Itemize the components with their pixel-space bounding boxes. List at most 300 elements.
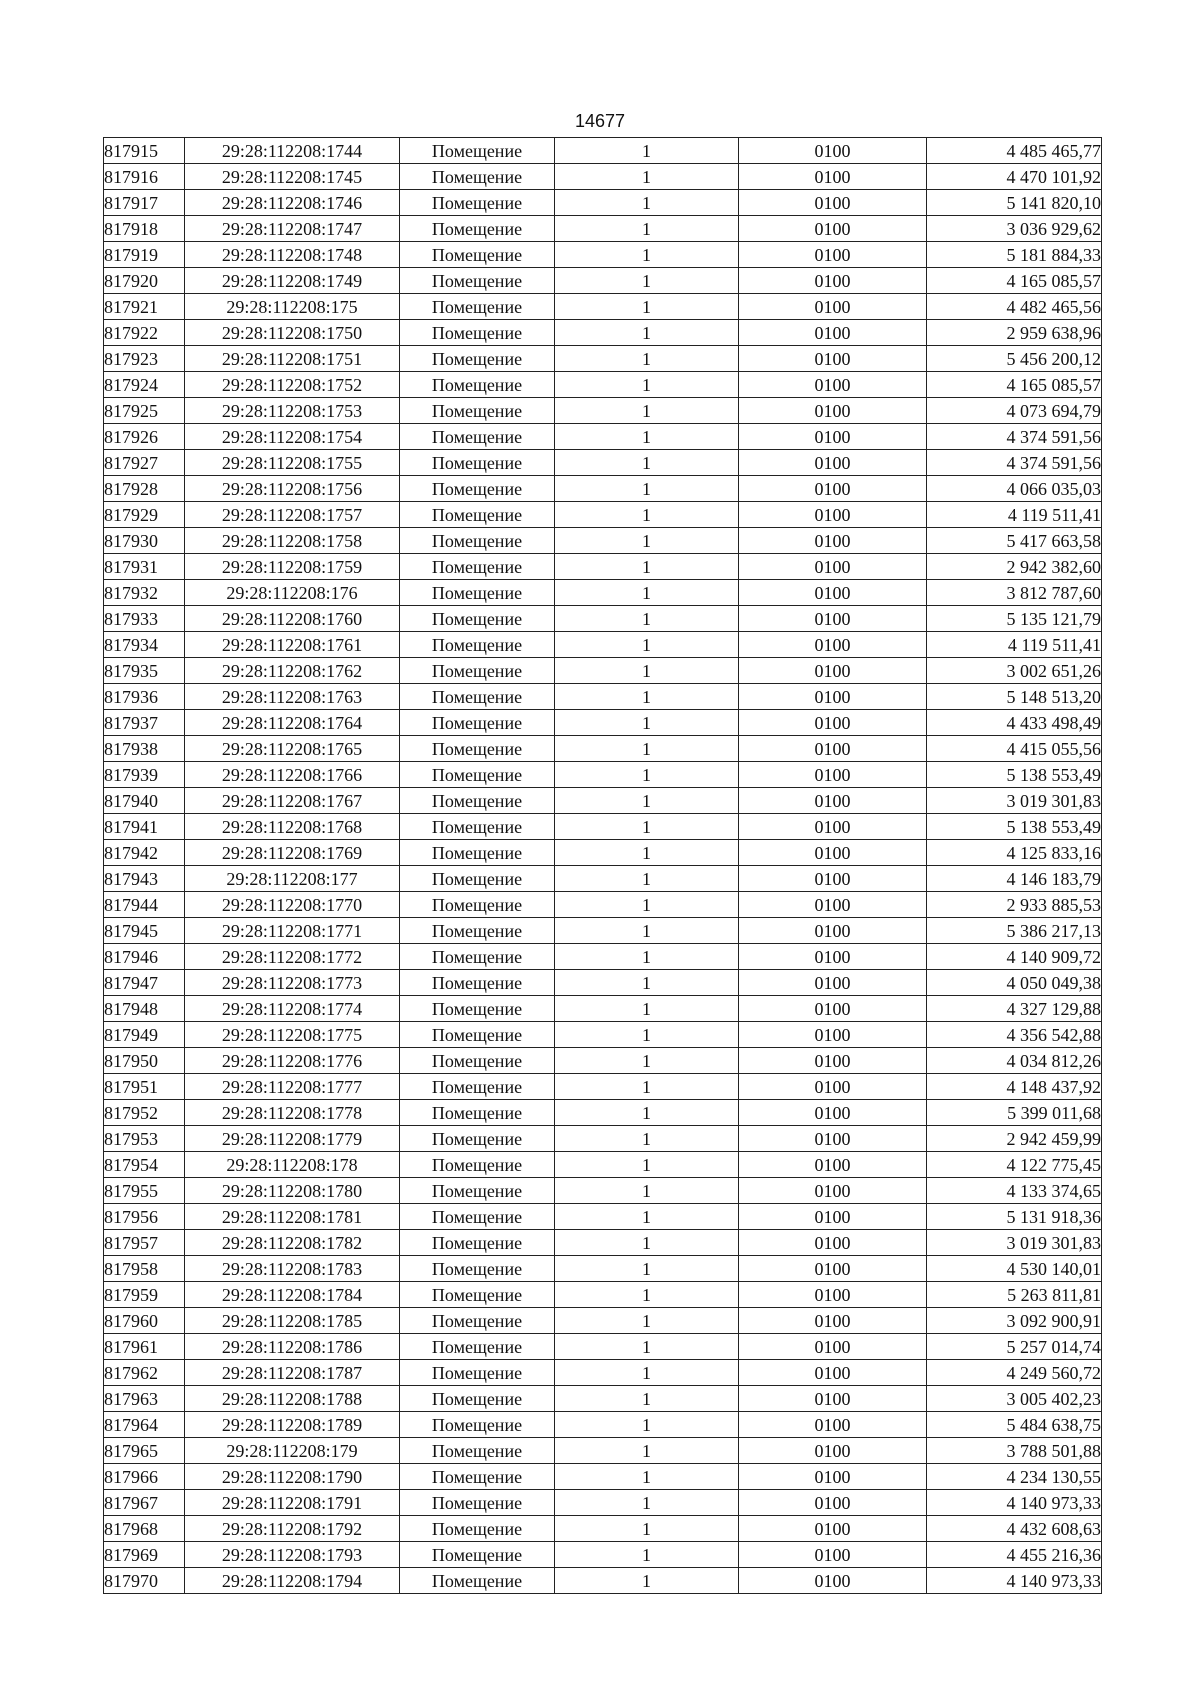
- object-type-cell: Помещение: [400, 502, 555, 528]
- count-cell: 1: [555, 840, 739, 866]
- count-cell: 1: [555, 1360, 739, 1386]
- table-row: [104, 1516, 1102, 1542]
- cadastral-value-cell: 2 959 638,96: [927, 320, 1102, 346]
- cadastral-number-cell: 29:28:112208:1745: [185, 164, 400, 190]
- count-cell: 1: [555, 502, 739, 528]
- record-number-cell: 817969: [104, 1542, 185, 1568]
- table-row: [104, 294, 1102, 320]
- count-cell: 1: [555, 918, 739, 944]
- table-row: [104, 528, 1102, 554]
- cadastral-value-cell: 3 002 651,26: [927, 658, 1102, 684]
- object-type-cell: Помещение: [400, 528, 555, 554]
- code-cell: 0100: [739, 1386, 927, 1412]
- cadastral-number-cell: 29:28:112208:1748: [185, 242, 400, 268]
- object-type-cell: Помещение: [400, 1438, 555, 1464]
- cadastral-value-cell: 4 234 130,55: [927, 1464, 1102, 1490]
- record-number-cell: 817933: [104, 606, 185, 632]
- record-number-cell: 817916: [104, 164, 185, 190]
- code-cell: 0100: [739, 554, 927, 580]
- table-row: [104, 1490, 1102, 1516]
- cadastral-value-cell: 4 415 055,56: [927, 736, 1102, 762]
- table-row: [104, 554, 1102, 580]
- cadastral-value-cell: 4 374 591,56: [927, 450, 1102, 476]
- record-number-cell: 817926: [104, 424, 185, 450]
- count-cell: 1: [555, 1256, 739, 1282]
- record-number-cell: 817940: [104, 788, 185, 814]
- cadastral-number-cell: 29:28:112208:1786: [185, 1334, 400, 1360]
- record-number-cell: 817924: [104, 372, 185, 398]
- cadastral-number-cell: 29:28:112208:1764: [185, 710, 400, 736]
- record-number-cell: 817944: [104, 892, 185, 918]
- table-row: [104, 1412, 1102, 1438]
- cadastral-number-cell: 29:28:112208:1772: [185, 944, 400, 970]
- cadastral-number-cell: 29:28:112208:1758: [185, 528, 400, 554]
- code-cell: 0100: [739, 632, 927, 658]
- object-type-cell: Помещение: [400, 398, 555, 424]
- record-number-cell: 817962: [104, 1360, 185, 1386]
- code-cell: 0100: [739, 1568, 927, 1594]
- table-row: [104, 1282, 1102, 1308]
- code-cell: 0100: [739, 320, 927, 346]
- cadastral-value-cell: 3 092 900,91: [927, 1308, 1102, 1334]
- count-cell: 1: [555, 1048, 739, 1074]
- code-cell: 0100: [739, 840, 927, 866]
- object-type-cell: Помещение: [400, 1230, 555, 1256]
- record-number-cell: 817942: [104, 840, 185, 866]
- table-row: [104, 762, 1102, 788]
- record-number-cell: 817946: [104, 944, 185, 970]
- cadastral-value-cell: 3 788 501,88: [927, 1438, 1102, 1464]
- table-row: [104, 502, 1102, 528]
- cadastral-number-cell: 29:28:112208:177: [185, 866, 400, 892]
- cadastral-number-cell: 29:28:112208:1783: [185, 1256, 400, 1282]
- cadastral-number-cell: 29:28:112208:1790: [185, 1464, 400, 1490]
- object-type-cell: Помещение: [400, 1152, 555, 1178]
- cadastral-value-cell: 4 133 374,65: [927, 1178, 1102, 1204]
- cadastral-value-cell: 4 433 498,49: [927, 710, 1102, 736]
- count-cell: 1: [555, 710, 739, 736]
- code-cell: 0100: [739, 866, 927, 892]
- count-cell: 1: [555, 1334, 739, 1360]
- object-type-cell: Помещение: [400, 1464, 555, 1490]
- cadastral-number-cell: 29:28:112208:1777: [185, 1074, 400, 1100]
- record-number-cell: 817920: [104, 268, 185, 294]
- cadastral-number-cell: 29:28:112208:1769: [185, 840, 400, 866]
- record-number-cell: 817930: [104, 528, 185, 554]
- object-type-cell: Помещение: [400, 606, 555, 632]
- code-cell: 0100: [739, 1334, 927, 1360]
- count-cell: 1: [555, 450, 739, 476]
- table-row: [104, 424, 1102, 450]
- cadastral-number-cell: 29:28:112208:1794: [185, 1568, 400, 1594]
- code-cell: 0100: [739, 918, 927, 944]
- table-row: [104, 918, 1102, 944]
- object-type-cell: Помещение: [400, 788, 555, 814]
- count-cell: 1: [555, 294, 739, 320]
- count-cell: 1: [555, 580, 739, 606]
- table-row: [104, 580, 1102, 606]
- object-type-cell: Помещение: [400, 1178, 555, 1204]
- cadastral-number-cell: 29:28:112208:1759: [185, 554, 400, 580]
- record-number-cell: 817957: [104, 1230, 185, 1256]
- code-cell: 0100: [739, 424, 927, 450]
- cadastral-value-cell: 5 263 811,81: [927, 1282, 1102, 1308]
- cadastral-number-cell: 29:28:112208:176: [185, 580, 400, 606]
- cadastral-value-cell: 4 327 129,88: [927, 996, 1102, 1022]
- count-cell: 1: [555, 814, 739, 840]
- count-cell: 1: [555, 1230, 739, 1256]
- cadastral-value-cell: 2 942 459,99: [927, 1126, 1102, 1152]
- object-type-cell: Помещение: [400, 190, 555, 216]
- cadastral-value-cell: 3 036 929,62: [927, 216, 1102, 242]
- table-row: [104, 944, 1102, 970]
- table-row: [104, 684, 1102, 710]
- cadastral-value-cell: 5 138 553,49: [927, 814, 1102, 840]
- code-cell: 0100: [739, 684, 927, 710]
- code-cell: 0100: [739, 788, 927, 814]
- cadastral-value-cell: 4 140 909,72: [927, 944, 1102, 970]
- cadastral-number-cell: 29:28:112208:1754: [185, 424, 400, 450]
- object-type-cell: Помещение: [400, 1022, 555, 1048]
- object-type-cell: Помещение: [400, 840, 555, 866]
- object-type-cell: Помещение: [400, 866, 555, 892]
- object-type-cell: Помещение: [400, 1568, 555, 1594]
- object-type-cell: Помещение: [400, 658, 555, 684]
- table-row: [104, 1152, 1102, 1178]
- record-number-cell: 817966: [104, 1464, 185, 1490]
- count-cell: 1: [555, 944, 739, 970]
- count-cell: 1: [555, 528, 739, 554]
- object-type-cell: Помещение: [400, 1516, 555, 1542]
- count-cell: 1: [555, 1022, 739, 1048]
- cadastral-value-cell: 4 165 085,57: [927, 372, 1102, 398]
- code-cell: 0100: [739, 476, 927, 502]
- cadastral-value-cell: 4 073 694,79: [927, 398, 1102, 424]
- count-cell: 1: [555, 1152, 739, 1178]
- cadastral-value-cell: 4 148 437,92: [927, 1074, 1102, 1100]
- record-number-cell: 817918: [104, 216, 185, 242]
- code-cell: 0100: [739, 216, 927, 242]
- count-cell: 1: [555, 1178, 739, 1204]
- cadastral-number-cell: 29:28:112208:1765: [185, 736, 400, 762]
- cadastral-value-cell: 2 933 885,53: [927, 892, 1102, 918]
- count-cell: 1: [555, 632, 739, 658]
- object-type-cell: Помещение: [400, 762, 555, 788]
- cadastral-value-cell: 4 122 775,45: [927, 1152, 1102, 1178]
- table-row: [104, 216, 1102, 242]
- cadastral-number-cell: 29:28:112208:1780: [185, 1178, 400, 1204]
- cadastral-value-cell: 2 942 382,60: [927, 554, 1102, 580]
- cadastral-value-cell: 5 148 513,20: [927, 684, 1102, 710]
- count-cell: 1: [555, 1464, 739, 1490]
- object-type-cell: Помещение: [400, 918, 555, 944]
- count-cell: 1: [555, 1308, 739, 1334]
- table-row: [104, 814, 1102, 840]
- table-row: [104, 1074, 1102, 1100]
- object-type-cell: Помещение: [400, 1386, 555, 1412]
- count-cell: 1: [555, 346, 739, 372]
- cadastral-number-cell: 29:28:112208:1785: [185, 1308, 400, 1334]
- cadastral-number-cell: 29:28:112208:1771: [185, 918, 400, 944]
- count-cell: 1: [555, 762, 739, 788]
- count-cell: 1: [555, 1386, 739, 1412]
- count-cell: 1: [555, 268, 739, 294]
- cadastral-value-cell: 5 135 121,79: [927, 606, 1102, 632]
- cadastral-number-cell: 29:28:112208:1791: [185, 1490, 400, 1516]
- table-row: [104, 1204, 1102, 1230]
- table-row: [104, 658, 1102, 684]
- cadastral-value-cell: 4 125 833,16: [927, 840, 1102, 866]
- cadastral-number-cell: 29:28:112208:1761: [185, 632, 400, 658]
- table-row: [104, 866, 1102, 892]
- cadastral-number-cell: 29:28:112208:1744: [185, 138, 400, 164]
- cadastral-value-cell: 4 119 511,41: [927, 632, 1102, 658]
- table-row: [104, 450, 1102, 476]
- record-number-cell: 817928: [104, 476, 185, 502]
- count-cell: 1: [555, 788, 739, 814]
- count-cell: 1: [555, 1074, 739, 1100]
- table-row: [104, 268, 1102, 294]
- cadastral-value-cell: 3 019 301,83: [927, 1230, 1102, 1256]
- count-cell: 1: [555, 736, 739, 762]
- code-cell: 0100: [739, 944, 927, 970]
- count-cell: 1: [555, 476, 739, 502]
- object-type-cell: Помещение: [400, 1360, 555, 1386]
- code-cell: 0100: [739, 528, 927, 554]
- count-cell: 1: [555, 320, 739, 346]
- object-type-cell: Помещение: [400, 164, 555, 190]
- table-row: [104, 970, 1102, 996]
- record-number-cell: 817965: [104, 1438, 185, 1464]
- table-row: [104, 1230, 1102, 1256]
- record-number-cell: 817917: [104, 190, 185, 216]
- cadastral-number-cell: 29:28:112208:1747: [185, 216, 400, 242]
- code-cell: 0100: [739, 242, 927, 268]
- code-cell: 0100: [739, 138, 927, 164]
- page-number: 14677: [574, 111, 626, 131]
- code-cell: 0100: [739, 1412, 927, 1438]
- code-cell: 0100: [739, 1204, 927, 1230]
- cadastral-value-cell: 4 140 973,33: [927, 1490, 1102, 1516]
- record-number-cell: 817932: [104, 580, 185, 606]
- table-row: [104, 840, 1102, 866]
- code-cell: 0100: [739, 164, 927, 190]
- cadastral-number-cell: 29:28:112208:1746: [185, 190, 400, 216]
- code-cell: 0100: [739, 502, 927, 528]
- cadastral-number-cell: 29:28:112208:1792: [185, 1516, 400, 1542]
- cadastral-value-cell: 4 374 591,56: [927, 424, 1102, 450]
- table-row: [104, 1438, 1102, 1464]
- cadastral-number-cell: 29:28:112208:1784: [185, 1282, 400, 1308]
- count-cell: 1: [555, 1282, 739, 1308]
- cadastral-value-cell: 4 146 183,79: [927, 866, 1102, 892]
- code-cell: 0100: [739, 1464, 927, 1490]
- registry-table: [103, 137, 1102, 1594]
- record-number-cell: 817955: [104, 1178, 185, 1204]
- cadastral-number-cell: 29:28:112208:1760: [185, 606, 400, 632]
- record-number-cell: 817953: [104, 1126, 185, 1152]
- cadastral-value-cell: 4 470 101,92: [927, 164, 1102, 190]
- cadastral-value-cell: 4 356 542,88: [927, 1022, 1102, 1048]
- record-number-cell: 817948: [104, 996, 185, 1022]
- cadastral-number-cell: 29:28:112208:1788: [185, 1386, 400, 1412]
- cadastral-value-cell: 4 119 511,41: [927, 502, 1102, 528]
- code-cell: 0100: [739, 1542, 927, 1568]
- count-cell: 1: [555, 892, 739, 918]
- code-cell: 0100: [739, 1178, 927, 1204]
- count-cell: 1: [555, 1542, 739, 1568]
- cadastral-value-cell: 4 050 049,38: [927, 970, 1102, 996]
- cadastral-number-cell: 29:28:112208:1774: [185, 996, 400, 1022]
- cadastral-value-cell: 5 131 918,36: [927, 1204, 1102, 1230]
- object-type-cell: Помещение: [400, 1100, 555, 1126]
- table-row: [104, 892, 1102, 918]
- count-cell: 1: [555, 1516, 739, 1542]
- cadastral-number-cell: 29:28:112208:175: [185, 294, 400, 320]
- count-cell: 1: [555, 1568, 739, 1594]
- code-cell: 0100: [739, 762, 927, 788]
- table-row: [104, 1360, 1102, 1386]
- count-cell: 1: [555, 606, 739, 632]
- table-row: [104, 996, 1102, 1022]
- count-cell: 1: [555, 684, 739, 710]
- cadastral-number-cell: 29:28:112208:1767: [185, 788, 400, 814]
- record-number-cell: 817935: [104, 658, 185, 684]
- object-type-cell: Помещение: [400, 892, 555, 918]
- cadastral-number-cell: 29:28:112208:179: [185, 1438, 400, 1464]
- object-type-cell: Помещение: [400, 1048, 555, 1074]
- table-row: [104, 190, 1102, 216]
- record-number-cell: 817963: [104, 1386, 185, 1412]
- table-row: [104, 164, 1102, 190]
- object-type-cell: Помещение: [400, 710, 555, 736]
- record-number-cell: 817961: [104, 1334, 185, 1360]
- record-number-cell: 817956: [104, 1204, 185, 1230]
- table-row: [104, 320, 1102, 346]
- cadastral-value-cell: 4 066 035,03: [927, 476, 1102, 502]
- record-number-cell: 817943: [104, 866, 185, 892]
- object-type-cell: Помещение: [400, 1308, 555, 1334]
- count-cell: 1: [555, 1412, 739, 1438]
- code-cell: 0100: [739, 1438, 927, 1464]
- cadastral-number-cell: 29:28:112208:1789: [185, 1412, 400, 1438]
- cadastral-number-cell: 29:28:112208:1755: [185, 450, 400, 476]
- count-cell: 1: [555, 216, 739, 242]
- record-number-cell: 817931: [104, 554, 185, 580]
- cadastral-value-cell: 3 812 787,60: [927, 580, 1102, 606]
- count-cell: 1: [555, 372, 739, 398]
- cadastral-value-cell: 4 432 608,63: [927, 1516, 1102, 1542]
- object-type-cell: Помещение: [400, 1204, 555, 1230]
- code-cell: 0100: [739, 450, 927, 476]
- record-number-cell: 817925: [104, 398, 185, 424]
- code-cell: 0100: [739, 1282, 927, 1308]
- registry-table-body: [104, 138, 1102, 1594]
- object-type-cell: Помещение: [400, 944, 555, 970]
- table-row: [104, 242, 1102, 268]
- object-type-cell: Помещение: [400, 424, 555, 450]
- cadastral-number-cell: 29:28:112208:1787: [185, 1360, 400, 1386]
- table-row: [104, 1022, 1102, 1048]
- object-type-cell: Помещение: [400, 1490, 555, 1516]
- cadastral-number-cell: 29:28:112208:1750: [185, 320, 400, 346]
- table-row: [104, 138, 1102, 164]
- table-row: [104, 632, 1102, 658]
- table-row: [104, 710, 1102, 736]
- table-row: [104, 1308, 1102, 1334]
- object-type-cell: Помещение: [400, 242, 555, 268]
- count-cell: 1: [555, 1204, 739, 1230]
- object-type-cell: Помещение: [400, 268, 555, 294]
- count-cell: 1: [555, 424, 739, 450]
- cadastral-value-cell: 5 399 011,68: [927, 1100, 1102, 1126]
- record-number-cell: 817964: [104, 1412, 185, 1438]
- count-cell: 1: [555, 1438, 739, 1464]
- cadastral-number-cell: 29:28:112208:1756: [185, 476, 400, 502]
- table-row: [104, 1568, 1102, 1594]
- record-number-cell: 817958: [104, 1256, 185, 1282]
- cadastral-number-cell: 29:28:112208:1775: [185, 1022, 400, 1048]
- cadastral-number-cell: 29:28:112208:1757: [185, 502, 400, 528]
- cadastral-value-cell: 4 034 812,26: [927, 1048, 1102, 1074]
- cadastral-value-cell: 5 456 200,12: [927, 346, 1102, 372]
- record-number-cell: 817915: [104, 138, 185, 164]
- cadastral-value-cell: 4 140 973,33: [927, 1568, 1102, 1594]
- object-type-cell: Помещение: [400, 1282, 555, 1308]
- record-number-cell: 817949: [104, 1022, 185, 1048]
- cadastral-number-cell: 29:28:112208:1779: [185, 1126, 400, 1152]
- code-cell: 0100: [739, 346, 927, 372]
- table-row: [104, 788, 1102, 814]
- record-number-cell: 817939: [104, 762, 185, 788]
- count-cell: 1: [555, 996, 739, 1022]
- record-number-cell: 817923: [104, 346, 185, 372]
- cadastral-number-cell: 29:28:112208:1752: [185, 372, 400, 398]
- cadastral-number-cell: 29:28:112208:1768: [185, 814, 400, 840]
- cadastral-value-cell: 4 485 465,77: [927, 138, 1102, 164]
- code-cell: 0100: [739, 190, 927, 216]
- object-type-cell: Помещение: [400, 1256, 555, 1282]
- count-cell: 1: [555, 1490, 739, 1516]
- code-cell: 0100: [739, 710, 927, 736]
- object-type-cell: Помещение: [400, 814, 555, 840]
- code-cell: 0100: [739, 1256, 927, 1282]
- record-number-cell: 817951: [104, 1074, 185, 1100]
- object-type-cell: Помещение: [400, 736, 555, 762]
- object-type-cell: Помещение: [400, 138, 555, 164]
- code-cell: 0100: [739, 294, 927, 320]
- code-cell: 0100: [739, 398, 927, 424]
- object-type-cell: Помещение: [400, 996, 555, 1022]
- cadastral-number-cell: 29:28:112208:178: [185, 1152, 400, 1178]
- cadastral-value-cell: 3 019 301,83: [927, 788, 1102, 814]
- cadastral-number-cell: 29:28:112208:1778: [185, 1100, 400, 1126]
- count-cell: 1: [555, 1126, 739, 1152]
- code-cell: 0100: [739, 970, 927, 996]
- record-number-cell: 817947: [104, 970, 185, 996]
- code-cell: 0100: [739, 580, 927, 606]
- count-cell: 1: [555, 970, 739, 996]
- cadastral-number-cell: 29:28:112208:1782: [185, 1230, 400, 1256]
- record-number-cell: 817934: [104, 632, 185, 658]
- table-row: [104, 1100, 1102, 1126]
- code-cell: 0100: [739, 1074, 927, 1100]
- table-row: [104, 1334, 1102, 1360]
- cadastral-value-cell: 4 482 465,56: [927, 294, 1102, 320]
- code-cell: 0100: [739, 1308, 927, 1334]
- cadastral-value-cell: 5 138 553,49: [927, 762, 1102, 788]
- code-cell: 0100: [739, 372, 927, 398]
